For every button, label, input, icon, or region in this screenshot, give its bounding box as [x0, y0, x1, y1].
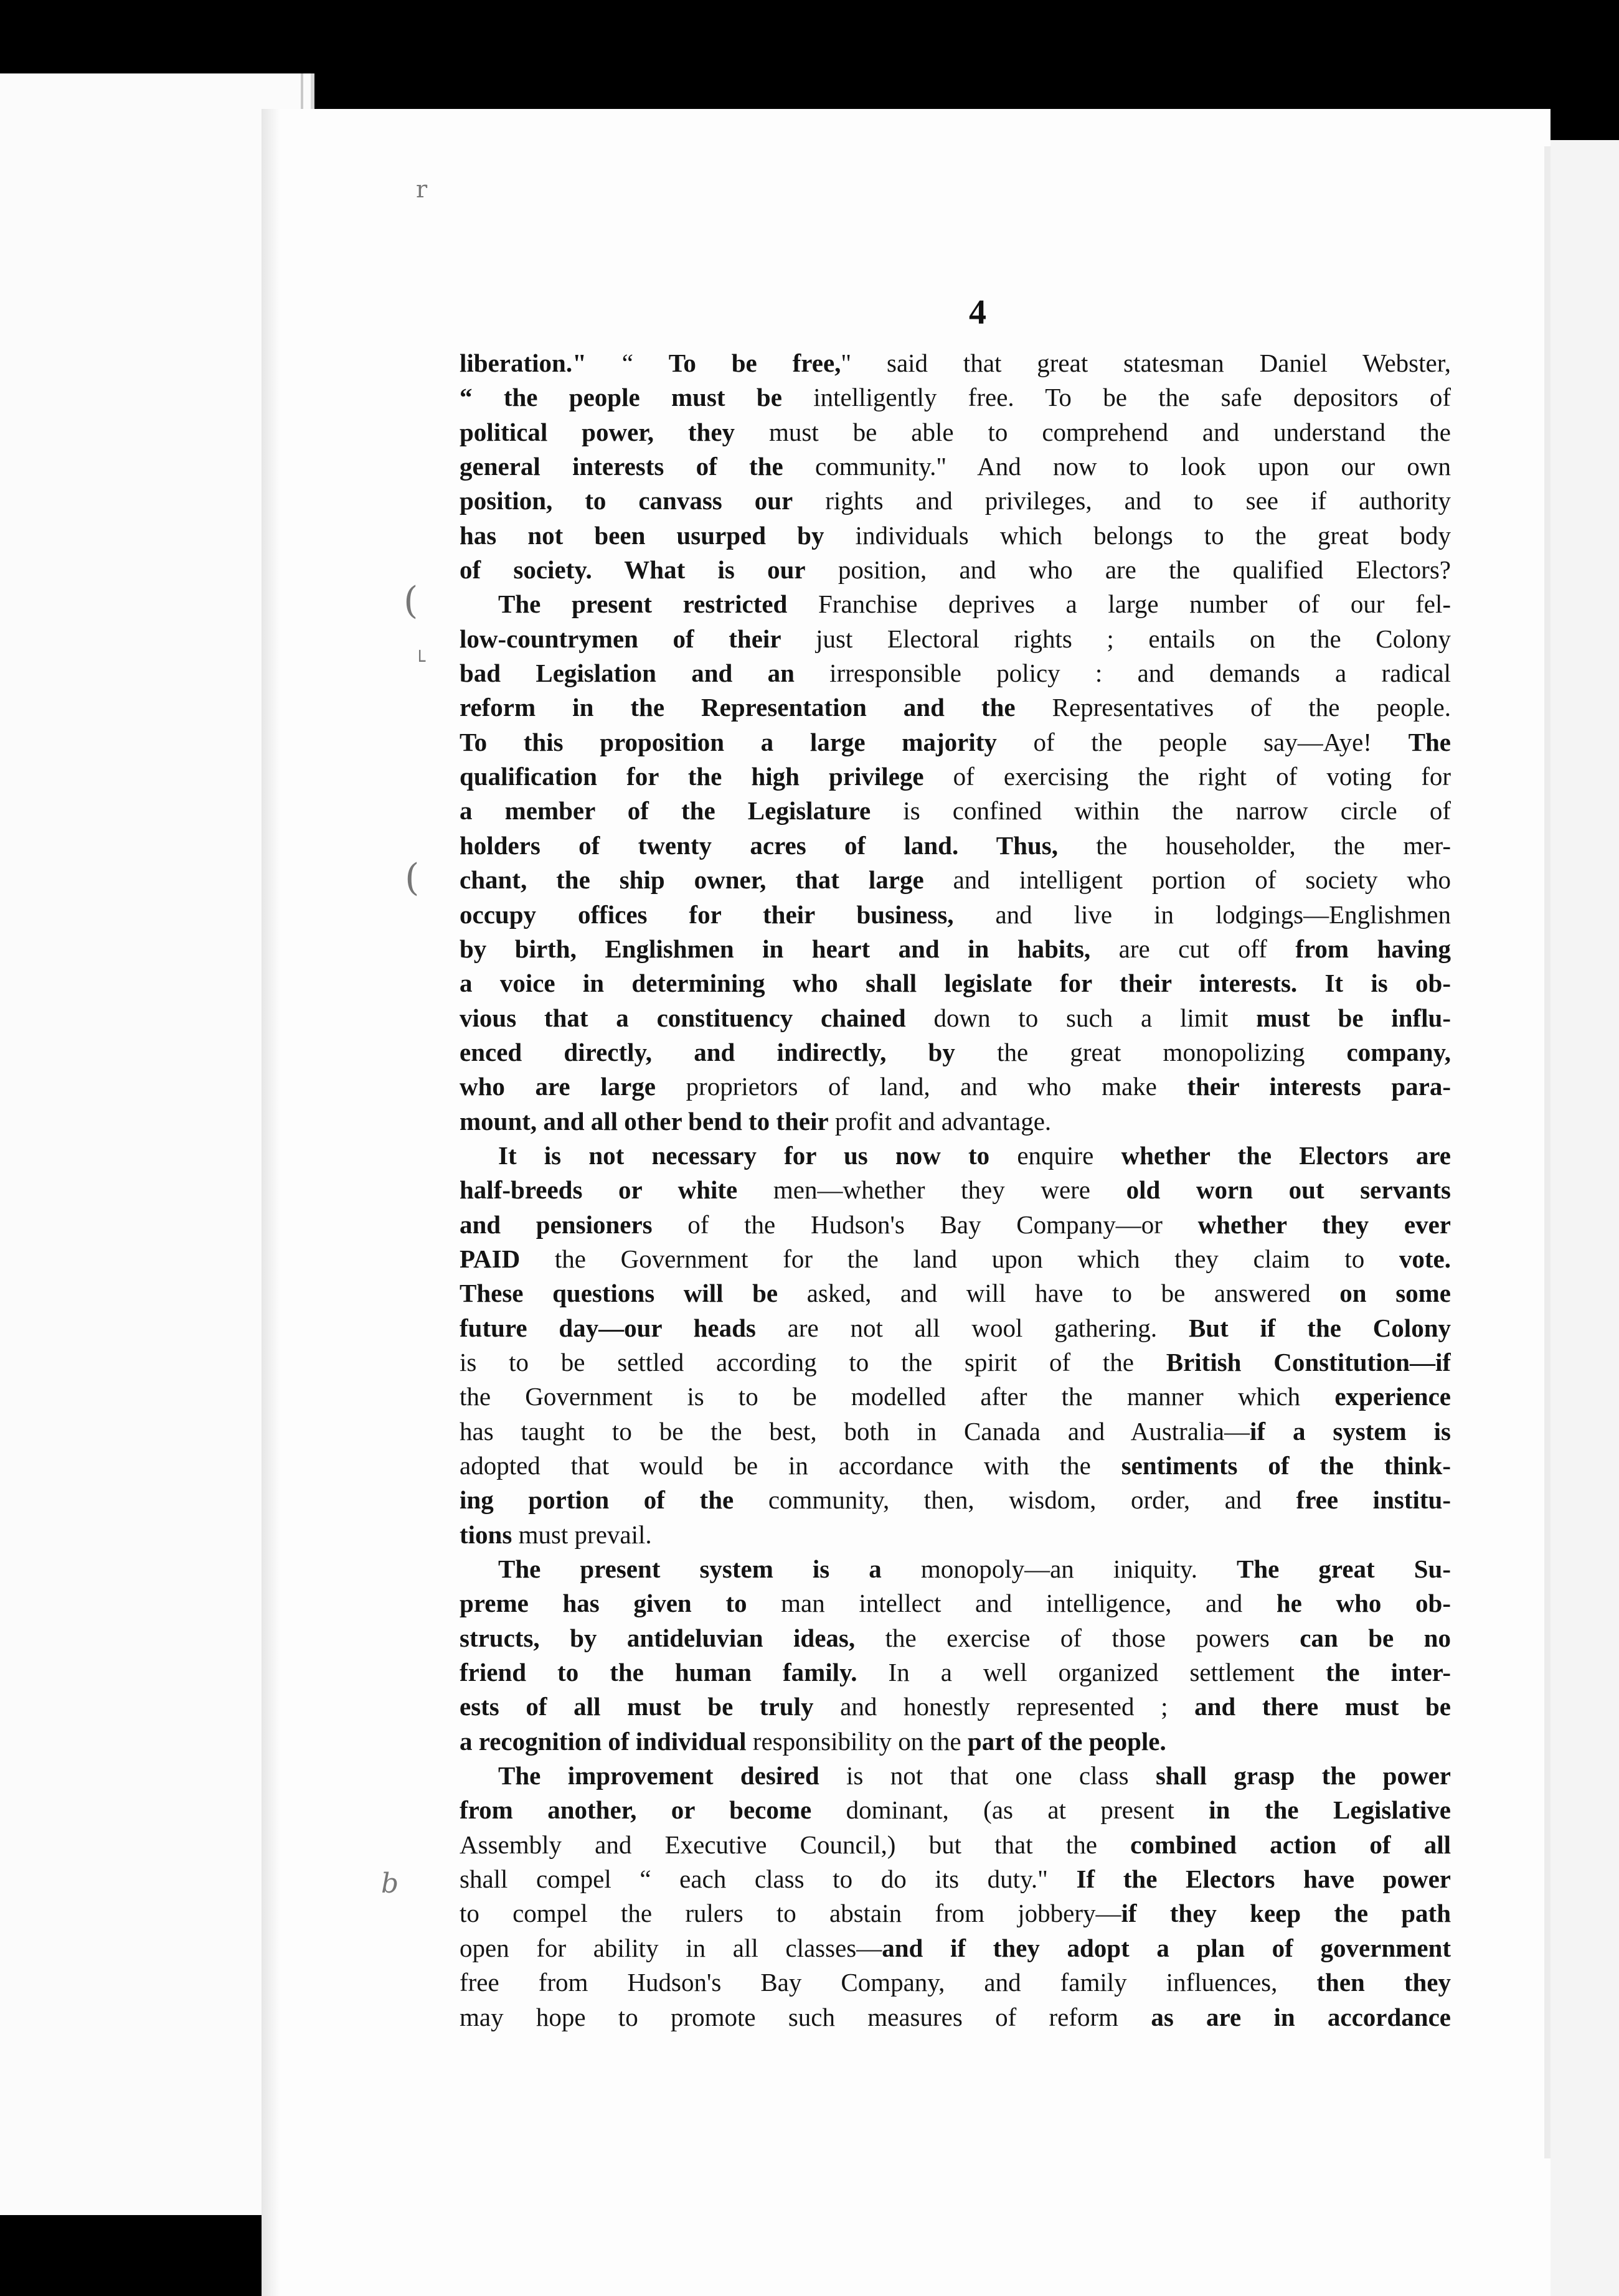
text-segment: and pensioners — [460, 1210, 653, 1239]
text-segment: proprietors of land, and who make — [656, 1072, 1187, 1101]
text-line — [460, 553, 1451, 587]
text-segment: The improvement desired — [498, 1761, 819, 1790]
text-line — [460, 449, 1451, 484]
text-segment: and intelligent portion of society who — [923, 865, 1451, 895]
text-segment: general interests of the — [460, 452, 783, 481]
text-segment: rights and privileges, and to see if authority — [793, 486, 1451, 515]
text-segment: and honestly represented ; — [813, 1692, 1195, 1721]
text-segment: old worn out servants — [1126, 1175, 1451, 1205]
text-segment: “ the people must be — [460, 383, 782, 412]
text-segment: experience — [1334, 1382, 1451, 1411]
text-segment: are not all wool gathering. — [755, 1313, 1189, 1342]
text-segment: asked, and will have to be answered — [778, 1279, 1340, 1308]
text-line — [460, 829, 1451, 863]
text-line — [460, 1896, 1451, 1931]
text-segment: has not been usurped by — [460, 520, 824, 550]
text-segment: half-breeds or white — [460, 1175, 738, 1205]
text-segment: ests of all must be truly — [460, 1692, 814, 1721]
text-line — [460, 1449, 1451, 1483]
right-facing-page-edge — [1544, 140, 1619, 2296]
text-line — [460, 1965, 1451, 2000]
text-segment: responsibility on the — [746, 1726, 968, 1756]
text-segment: if they keep the path — [1121, 1899, 1451, 1928]
text-line — [460, 898, 1451, 932]
text-segment: holders of twenty acres of land. Thus, — [460, 830, 1058, 860]
text-segment: is to be settled — [460, 1347, 684, 1376]
text-segment: then they — [1316, 1968, 1451, 1997]
text-line — [460, 1380, 1451, 1414]
text-segment: part of the people. — [967, 1726, 1166, 1756]
text-segment: position, to canvass our — [460, 486, 793, 515]
text-segment: shall compel “ each class to do its duty." — [460, 1865, 1048, 1894]
text-line — [460, 1724, 1451, 1759]
text-segment: bad Legislation and an — [460, 659, 795, 688]
text-line — [460, 1035, 1451, 1070]
text-line — [460, 656, 1451, 690]
text-segment: is confined within the narrow circle of — [871, 796, 1451, 826]
margin-mark-1: r — [416, 176, 428, 203]
text-line — [460, 932, 1451, 966]
text-line — [460, 484, 1451, 518]
text-segment: Franchise deprives a large number of our fel- — [787, 590, 1451, 619]
text-segment: low-countrymen of their — [460, 624, 781, 653]
text-line — [460, 587, 1451, 621]
text-line — [460, 1208, 1451, 1242]
text-segment: must prevail. — [512, 1520, 652, 1549]
text-segment: must be influ- — [1256, 1003, 1451, 1032]
text-line — [460, 1311, 1451, 1345]
text-segment: The great Su- — [1237, 1555, 1451, 1584]
text-segment: their interests para- — [1187, 1072, 1451, 1101]
text-segment: position, and who are the qualified Electors? — [805, 555, 1451, 585]
text-segment: of exercising the right of voting for — [923, 762, 1451, 791]
text-segment: shall grasp the power — [1155, 1761, 1451, 1790]
text-segment: mount, and all other bend to their — [460, 1106, 829, 1136]
text-segment: combined action of all — [1130, 1830, 1451, 1859]
text-segment: qualification for the high privilege — [460, 762, 924, 791]
text-line — [460, 863, 1451, 897]
text-segment: enced directly, and indirectly, by — [460, 1037, 955, 1066]
text-line — [460, 415, 1451, 449]
text-line — [460, 1139, 1451, 1173]
text-line — [460, 1759, 1451, 1793]
text-segment: of the people say—Aye! — [996, 727, 1409, 756]
text-segment: Assembly and Executive Council,) — [460, 1830, 896, 1859]
text-line — [460, 346, 1451, 380]
text-segment: has taught to be the best, both in Canada and Australia— — [460, 1416, 1250, 1446]
text-segment: sentiments of the think- — [1121, 1451, 1451, 1480]
text-segment: from another, or become — [460, 1795, 812, 1825]
margin-mark-4: ( — [405, 856, 420, 900]
text-line — [460, 1483, 1451, 1517]
text-segment: but that the — [895, 1830, 1131, 1859]
text-segment: measures of reform — [835, 2002, 1151, 2031]
text-segment: he who ob- — [1276, 1589, 1451, 1618]
text-line — [460, 1586, 1451, 1621]
text-segment: in the Legislative — [1209, 1795, 1451, 1825]
text-line — [460, 1242, 1451, 1276]
text-segment: of society. What is our — [460, 555, 806, 585]
text-segment: The present system is a — [498, 1555, 882, 1584]
text-segment: and live in lodgings—Englishmen — [953, 900, 1451, 929]
text-segment: men—whether they were — [737, 1175, 1126, 1205]
text-segment: adopted that would be in accordance with the — [460, 1451, 1121, 1480]
text-segment: are cut off — [1090, 934, 1296, 963]
text-line — [460, 1518, 1451, 1552]
text-segment: the Government is to be modelled after the manner which — [460, 1382, 1335, 1411]
text-segment: liberation." — [460, 349, 587, 377]
text-segment: monopoly—an iniquity. — [881, 1555, 1237, 1584]
text-segment: free from Hudson's Bay Company, and — [460, 1968, 1021, 1997]
text-segment: the inter- — [1325, 1658, 1451, 1687]
text-line — [460, 690, 1451, 725]
text-segment: Representatives of the people. — [1015, 693, 1451, 722]
text-line — [460, 1621, 1451, 1655]
text-segment: enquire — [989, 1141, 1121, 1170]
text-line — [460, 2000, 1451, 2035]
text-segment: In a well organized settlement — [857, 1658, 1326, 1687]
text-segment: and there must be — [1194, 1692, 1451, 1721]
text-segment: intelligently free. To be the safe depositors of — [781, 383, 1451, 412]
text-segment: structs, by antideluvian ideas, — [460, 1623, 856, 1652]
text-line — [460, 1070, 1451, 1104]
text-segment: preme has given to — [460, 1589, 747, 1618]
margin-mark-2: ( — [404, 579, 418, 623]
text-segment: whether they ever — [1197, 1210, 1451, 1239]
text-segment: It is not necessary for us now to — [498, 1141, 990, 1170]
text-segment: is not that one class — [819, 1761, 1156, 1790]
text-line — [460, 1931, 1451, 1965]
text-segment: But if the Colony — [1188, 1313, 1451, 1342]
text-segment: vote. — [1399, 1244, 1451, 1273]
text-line — [460, 760, 1451, 794]
text-line — [460, 380, 1451, 415]
text-segment: a voice in determining who shall legislate for their interests. It is ob- — [460, 969, 1451, 998]
text-segment: free institu- — [1296, 1485, 1451, 1515]
text-segment: from having — [1295, 934, 1451, 963]
text-line — [460, 966, 1451, 1000]
text-segment: a member of the Legislature — [460, 796, 871, 826]
text-segment: ing portion of the — [460, 1485, 734, 1515]
text-segment: the Government for the land upon which they claim to — [520, 1244, 1399, 1273]
text-segment: irresponsible policy : and demands a radical — [794, 659, 1451, 688]
text-line — [460, 1173, 1451, 1207]
text-segment: If the Electors have power — [1047, 1865, 1451, 1894]
text-segment: may hope to promote such — [460, 2002, 836, 2031]
text-line — [460, 1828, 1451, 1862]
text-line — [460, 1655, 1451, 1690]
text-segment: profit and advantage. — [828, 1106, 1052, 1136]
text-segment: of the Hudson's Bay Company—or — [652, 1210, 1198, 1239]
text-line — [460, 519, 1451, 553]
text-segment: who are large — [460, 1072, 656, 1101]
text-segment: family influences, — [1021, 1968, 1317, 1997]
text-line — [460, 1001, 1451, 1035]
text-segment: by birth, Englishmen in heart and in habits, — [460, 934, 1091, 963]
text-line — [460, 1345, 1451, 1380]
text-segment: must be able to comprehend and understand the — [735, 417, 1451, 446]
page-edge-shadow — [262, 109, 280, 2296]
text-segment: and if they adopt a plan of government — [882, 1933, 1451, 1962]
text-segment: as are in accordance — [1151, 2002, 1451, 2031]
text-segment: the exercise of those powers — [855, 1623, 1300, 1652]
text-line — [460, 1276, 1451, 1310]
text-line — [460, 1862, 1451, 1896]
text-line — [460, 1793, 1451, 1827]
text-segment: according to the spirit of the — [684, 1347, 1166, 1376]
text-segment: can be no — [1300, 1623, 1451, 1652]
text-segment: community." And now to look upon our own — [783, 452, 1451, 481]
text-segment: open for ability in all classes— — [460, 1933, 882, 1962]
text-segment: the great monopolizing — [955, 1037, 1347, 1066]
text-segment: occupy offices for their business, — [460, 900, 954, 929]
text-segment: the householder, the mer- — [1057, 830, 1451, 860]
text-segment: reform in the Representation and the — [460, 693, 1016, 722]
text-line — [460, 1104, 1451, 1139]
text-segment: to compel the rulers to abstain from jobbery— — [460, 1899, 1121, 1928]
page-right-edge — [1544, 146, 1551, 2158]
text-segment: To this proposition a large majority — [460, 727, 997, 756]
text-segment: The present restricted — [498, 590, 788, 619]
text-segment: “ — [586, 349, 669, 377]
text-segment: company, — [1346, 1037, 1451, 1066]
text-segment: To be free, — [668, 349, 841, 377]
text-segment: political power, they — [460, 417, 735, 446]
text-line — [460, 1414, 1451, 1449]
text-line — [460, 622, 1451, 656]
text-segment: tions — [460, 1520, 512, 1549]
text-segment: chant, the ship owner, that large — [460, 865, 924, 895]
text-segment: friend to the human family. — [460, 1658, 857, 1687]
text-segment: " said that great statesman Daniel Webster, — [841, 349, 1451, 377]
text-segment: a recognition of individual — [460, 1726, 747, 1756]
text-line — [460, 794, 1451, 828]
text-segment: dominant, (as at present — [811, 1795, 1209, 1825]
margin-mark-3: └ — [414, 651, 426, 672]
text-segment: vious that a constituency chained — [460, 1003, 906, 1032]
text-segment: individuals which belongs to the great body — [824, 520, 1451, 550]
text-segment: PAID — [460, 1244, 521, 1273]
text-line — [460, 725, 1451, 760]
text-segment: These questions will be — [460, 1279, 778, 1308]
text-segment: if a system is — [1250, 1416, 1451, 1446]
text-segment: future day—our heads — [460, 1313, 756, 1342]
text-segment: just Electoral rights ; entails on the Colony — [781, 624, 1451, 653]
text-line — [460, 1552, 1451, 1586]
text-segment: on some — [1339, 1279, 1451, 1308]
margin-mark-5: b — [381, 1868, 399, 1899]
page-number: 4 — [969, 293, 986, 332]
text-line — [460, 1690, 1451, 1724]
body-text — [460, 346, 1451, 2035]
text-segment: man intellect and intelligence, and — [747, 1589, 1277, 1618]
text-segment: The — [1408, 727, 1451, 756]
text-segment: whether the Electors are — [1121, 1141, 1451, 1170]
text-segment: down to such a limit — [905, 1003, 1257, 1032]
text-segment: community, then, wisdom, order, and — [734, 1485, 1296, 1515]
text-segment: British Constitution—if — [1166, 1347, 1451, 1376]
